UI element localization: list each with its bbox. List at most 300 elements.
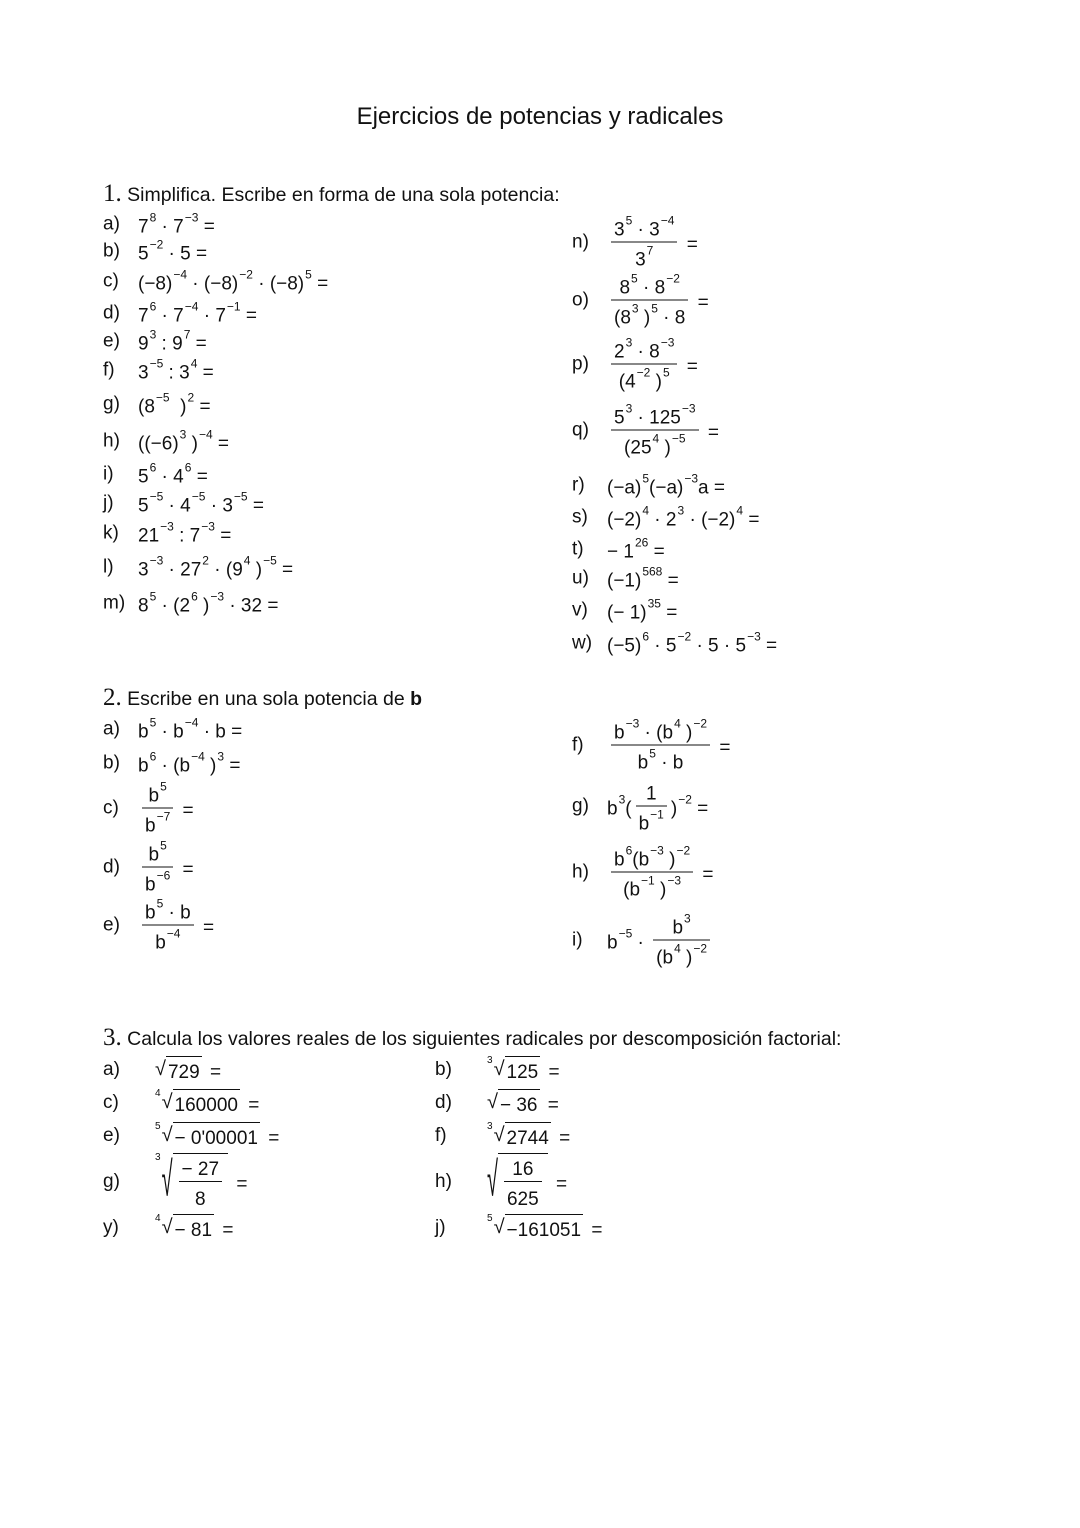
exercise-expression <box>487 1056 560 1082</box>
power <box>204 269 253 294</box>
power-base: (−2) <box>607 509 642 531</box>
power <box>681 943 707 968</box>
math-text: 625 <box>506 1189 539 1210</box>
power <box>222 491 247 516</box>
exercise-expression <box>138 269 328 294</box>
exercise-item <box>103 898 214 953</box>
exercise-item <box>572 566 679 591</box>
exercise-item <box>435 1089 559 1115</box>
exercise-expression <box>607 566 679 591</box>
fraction-bar <box>653 940 710 941</box>
numerator <box>146 840 170 865</box>
power-base: 1 <box>623 541 634 563</box>
radical-index: 5 <box>155 1121 161 1132</box>
radical-index: 4 <box>155 1213 161 1224</box>
power-base: 25 <box>630 437 652 459</box>
power <box>664 845 690 870</box>
power-base: 9 <box>232 559 243 581</box>
fraction <box>142 898 194 953</box>
power <box>180 555 209 580</box>
power-base: b <box>638 849 650 871</box>
power-base: 8 <box>649 341 660 363</box>
power <box>180 491 205 516</box>
exercise-label: h) <box>103 430 120 452</box>
power <box>149 781 167 806</box>
exponent: −5 <box>149 489 164 504</box>
exponent: 5 <box>156 896 164 911</box>
power <box>659 433 685 458</box>
exercise-item <box>103 212 215 237</box>
math-text: · <box>637 277 655 299</box>
math-text: = <box>692 292 709 314</box>
math-text: ( <box>623 879 630 901</box>
math-text: = <box>543 1061 560 1083</box>
power <box>138 491 163 516</box>
exponent: 5 <box>160 838 167 853</box>
power-base: (−1) <box>607 570 642 592</box>
power <box>250 555 276 580</box>
exercise-label: a) <box>103 213 120 235</box>
power-base: ) <box>186 433 198 455</box>
radicand <box>505 1122 551 1148</box>
power <box>173 717 198 742</box>
math-text: − 27 <box>181 1159 220 1180</box>
power-base: 3 <box>179 362 190 384</box>
power-base: 2 <box>665 509 677 531</box>
radical-sign-icon: √ <box>161 1154 173 1208</box>
power <box>138 591 156 616</box>
power-base: b <box>607 798 618 820</box>
exponent: −2 <box>676 843 691 858</box>
exponent: −3 <box>660 335 675 350</box>
exercise-label: h) <box>572 861 589 883</box>
exponent: 5 <box>651 301 658 316</box>
fraction-bar <box>179 1181 223 1182</box>
radical-sign-icon: √ <box>487 1154 498 1208</box>
fraction-bar <box>611 430 699 431</box>
section-heading-text: Calcula los valores reales de los siguientes radicales por descomposición factorial: <box>127 1028 842 1050</box>
fraction <box>611 845 693 900</box>
exponent: 4 <box>190 356 198 371</box>
exercise-label: s) <box>572 506 588 528</box>
exponent: −5 <box>149 356 164 371</box>
exponent: −4 <box>184 715 199 730</box>
math-text: · 5 = <box>163 243 208 265</box>
exercise-item <box>103 781 194 836</box>
exponent: −3 <box>684 471 699 486</box>
power <box>173 462 191 487</box>
power-base: b <box>145 874 156 896</box>
power <box>173 212 198 237</box>
exponent: 3 <box>684 911 691 926</box>
exercise-label: k) <box>103 522 119 544</box>
math-text: 1 <box>645 783 657 805</box>
power <box>701 505 743 530</box>
exponent: −3 <box>667 873 682 888</box>
math-text: = <box>262 1127 280 1149</box>
exponent: −3 <box>625 716 640 731</box>
power <box>144 429 186 454</box>
power <box>638 748 656 773</box>
radical-index: 3 <box>487 1121 493 1132</box>
math-text: = <box>697 864 714 886</box>
power <box>614 215 632 240</box>
fraction <box>611 215 677 270</box>
numerator <box>669 913 693 938</box>
exercise-item <box>103 301 257 326</box>
power <box>215 301 240 326</box>
power-base: ) <box>654 879 667 901</box>
exercise-item <box>435 1153 567 1209</box>
exponent: −3 <box>184 210 199 225</box>
exponent: −2 <box>666 271 680 286</box>
radical-sign-icon: √ <box>161 1091 173 1113</box>
exercise-expression <box>155 1056 221 1082</box>
denominator <box>620 875 684 900</box>
exercise-item <box>435 1122 570 1148</box>
fraction-bar <box>636 806 667 807</box>
exercise-label: f) <box>103 359 115 381</box>
radicand <box>173 1122 260 1148</box>
radicand <box>166 1056 202 1082</box>
math-text: = <box>177 800 194 822</box>
math-text: = <box>242 1094 260 1116</box>
exponent: −3 <box>201 519 215 534</box>
exercise-label: l) <box>103 556 114 578</box>
math-text: · b <box>163 902 191 924</box>
exercise-expression <box>138 491 264 516</box>
radical-index: 4 <box>155 1088 161 1099</box>
radical <box>155 1056 202 1082</box>
fraction <box>142 781 173 836</box>
exponent: −2 <box>149 237 164 252</box>
exponent: −4 <box>191 749 205 764</box>
math-text: · <box>156 305 174 327</box>
exercise-expression <box>607 845 714 900</box>
fraction <box>142 840 173 895</box>
math-text: ( <box>614 307 621 329</box>
math-text: ( <box>624 437 631 459</box>
numerator <box>611 215 677 240</box>
power <box>614 337 632 362</box>
exercise-label: c) <box>103 1091 119 1113</box>
fraction <box>636 779 667 834</box>
power-base: (−5) <box>607 635 642 657</box>
numerator <box>611 718 710 743</box>
radicand <box>173 1153 229 1209</box>
radical-index: 5 <box>487 1213 493 1224</box>
exercise-label: i) <box>572 929 583 951</box>
power-base: 7 <box>215 305 226 327</box>
exercise-item <box>435 1214 602 1240</box>
radicand <box>505 1056 541 1082</box>
math-text: = <box>214 525 232 547</box>
exercise-label: q) <box>572 419 589 441</box>
math-text: − 36 <box>499 1095 538 1116</box>
exercise-item <box>103 1153 247 1209</box>
exponent: −2 <box>693 716 708 731</box>
power <box>681 718 707 743</box>
power <box>614 718 639 743</box>
exercise-expression <box>138 329 207 354</box>
math-text: 8 <box>195 1189 206 1210</box>
math-text: = <box>240 305 257 327</box>
exponent: 5 <box>642 471 650 486</box>
radical <box>487 1056 540 1082</box>
exponent: −4 <box>173 267 188 282</box>
exercise-label: a) <box>103 1058 120 1080</box>
power <box>623 537 648 562</box>
power-base: b <box>148 844 160 866</box>
power-base: 8 <box>619 277 631 299</box>
exercise-expression <box>487 1122 570 1148</box>
power <box>145 811 170 836</box>
math-text: 125 <box>506 1062 539 1083</box>
math-text: = <box>191 466 208 488</box>
exercise-expression <box>155 1122 279 1148</box>
power-base: 3 <box>138 559 149 581</box>
power <box>650 367 669 392</box>
exercise-item <box>103 491 264 516</box>
exponent: 3 <box>625 401 633 416</box>
exercise-expression <box>138 358 214 383</box>
power <box>138 751 156 776</box>
fraction-bar <box>611 872 693 873</box>
exercise-item <box>103 429 229 454</box>
math-text: · <box>632 341 650 363</box>
power <box>145 898 163 923</box>
math-text: · <box>252 273 270 295</box>
power <box>607 505 649 530</box>
math-text: = <box>217 1219 234 1241</box>
page-title: Ejercicios de potencias y radicales <box>356 103 724 130</box>
exercise-label: o) <box>572 289 589 311</box>
exercise-expression <box>607 598 677 623</box>
radical-sign-icon: √ <box>161 1124 173 1146</box>
radical <box>155 1214 214 1240</box>
exponent: −5 <box>191 489 206 504</box>
math-text: = <box>198 216 215 238</box>
exponent: 2 <box>202 553 209 568</box>
math-text: = <box>702 422 719 444</box>
radicand <box>498 1089 540 1115</box>
power <box>179 751 204 776</box>
exercise-label: e) <box>103 1124 120 1146</box>
math-text: = <box>197 362 214 384</box>
exponent: 5 <box>649 746 656 761</box>
exercise-item <box>572 845 714 900</box>
exponent: −4 <box>198 427 213 442</box>
power <box>173 301 198 326</box>
math-text: · b <box>655 752 684 774</box>
exercise-label: e) <box>103 914 120 936</box>
denominator <box>616 367 673 392</box>
power <box>649 337 674 362</box>
exponent: 5 <box>149 589 157 604</box>
power <box>649 215 674 240</box>
math-text: ( <box>618 371 626 393</box>
power <box>138 521 174 546</box>
power-base: b <box>173 721 184 743</box>
math-text: ( <box>625 798 632 820</box>
exercise-expression <box>607 779 708 834</box>
math-text: = <box>311 273 329 295</box>
denominator <box>192 1184 209 1209</box>
exercise-label: p) <box>572 353 589 375</box>
math-text: = <box>231 1173 248 1195</box>
power <box>155 928 180 953</box>
math-text: · <box>632 932 650 954</box>
power-base: 5 <box>138 243 149 265</box>
power-base: b <box>662 722 674 744</box>
power <box>170 392 195 417</box>
power <box>607 631 649 656</box>
math-text: · ( <box>156 755 180 777</box>
power-base: (−a) <box>607 477 642 499</box>
exponent: 568 <box>642 564 663 579</box>
exercise-label: e) <box>103 330 120 352</box>
power <box>639 303 658 328</box>
power-base: 8 <box>138 595 149 617</box>
radicand <box>498 1153 548 1209</box>
radical <box>487 1214 583 1240</box>
exponent: −1 <box>641 873 655 888</box>
exponent: −2 <box>693 941 708 956</box>
power-base: b <box>179 755 191 777</box>
exercise-item <box>103 358 214 383</box>
power <box>172 329 190 354</box>
exponent: 5 <box>305 267 312 282</box>
power-base: ) <box>659 437 671 459</box>
exponent: −3 <box>160 519 174 534</box>
exercise-label: m) <box>103 592 126 614</box>
math-text: − 81 <box>174 1220 213 1241</box>
power-base: 7 <box>173 305 184 327</box>
math-text: = <box>194 396 211 418</box>
math-text: = <box>177 859 194 881</box>
power-base: b <box>614 849 625 871</box>
section-number: 3. <box>103 1024 122 1051</box>
math-text: = <box>760 635 778 657</box>
math-text: · ( <box>208 559 233 581</box>
power <box>607 473 649 498</box>
exponent: −4 <box>660 213 675 228</box>
math-text: = <box>224 755 241 777</box>
power <box>149 840 167 865</box>
power <box>607 928 632 953</box>
radical-index: 3 <box>487 1055 493 1066</box>
power-base: 7 <box>173 216 184 238</box>
power-base: 21 <box>138 525 160 547</box>
power <box>232 555 250 580</box>
math-text: · <box>632 219 650 241</box>
exercise-label: v) <box>572 599 588 621</box>
exercise-item <box>103 717 242 742</box>
denominator <box>142 870 173 895</box>
denominator <box>632 245 656 270</box>
exponent: 6 <box>191 589 198 604</box>
power <box>198 591 224 616</box>
math-text: 2744 <box>506 1128 549 1149</box>
radical-sign-icon: √ <box>493 1058 505 1080</box>
power-base: 2 <box>179 595 191 617</box>
math-text: = <box>691 798 709 820</box>
numerator <box>611 403 699 428</box>
exercise-expression <box>607 273 709 328</box>
fraction-bar <box>142 925 194 926</box>
exponent: 3 <box>631 301 639 316</box>
fraction-bar <box>611 242 677 243</box>
power-base: b <box>614 722 625 744</box>
power-base: 3 <box>138 362 149 384</box>
power <box>671 794 692 819</box>
power-base: 7 <box>189 525 201 547</box>
math-text: = <box>743 509 760 531</box>
exercise-label: g) <box>103 1170 120 1192</box>
math-text: · <box>205 495 223 517</box>
exponent: 7 <box>646 243 654 258</box>
math-text: = <box>204 1061 222 1083</box>
math-text: · 5 · <box>691 635 736 657</box>
exponent: 35 <box>647 596 661 611</box>
fraction <box>611 273 688 328</box>
radical-sign-icon: √ <box>493 1124 505 1146</box>
exercise-expression <box>138 840 194 895</box>
numerator <box>509 1154 536 1179</box>
radical <box>155 1153 228 1209</box>
math-text: = <box>550 1173 568 1195</box>
power-base: 5 <box>138 466 149 488</box>
math-text: · <box>649 635 666 657</box>
exponent: 6 <box>184 460 192 475</box>
exercise-expression <box>607 473 725 498</box>
power <box>614 403 632 428</box>
radicand <box>173 1214 215 1240</box>
fraction-bar <box>611 300 688 301</box>
power-base: b <box>148 785 160 807</box>
exercise-expression <box>607 403 719 458</box>
fraction <box>504 1154 542 1209</box>
exponent: −4 <box>184 299 199 314</box>
exercise-item <box>572 537 665 562</box>
section-number: 2. <box>103 684 122 711</box>
exercise-expression <box>487 1214 602 1240</box>
exponent: 2 <box>187 390 195 405</box>
power <box>270 269 312 294</box>
exponent: −5 <box>155 390 170 405</box>
numerator <box>142 898 194 923</box>
exercise-item <box>103 521 231 546</box>
power-base: 4 <box>625 371 636 393</box>
section-heading-text: Simplifica. Escribe en forma de una sola potencia: <box>127 184 560 206</box>
math-text: · <box>156 216 174 238</box>
power-base: 8 <box>654 277 666 299</box>
power-base: (−8) <box>138 273 173 295</box>
power-base: (− 1) <box>607 602 647 624</box>
power <box>607 794 625 819</box>
power <box>138 462 156 487</box>
exponent: 3 <box>217 749 225 764</box>
exponent: 3 <box>149 327 157 342</box>
power-base: (−6) <box>144 433 179 455</box>
exponent: 5 <box>149 715 157 730</box>
exponent: 5 <box>662 365 670 380</box>
exercise-label: b) <box>435 1058 452 1080</box>
power-base: ) <box>169 396 187 418</box>
fraction-bar <box>504 1181 542 1182</box>
exercise-label: f) <box>435 1124 447 1146</box>
exercise-item <box>435 1056 560 1082</box>
